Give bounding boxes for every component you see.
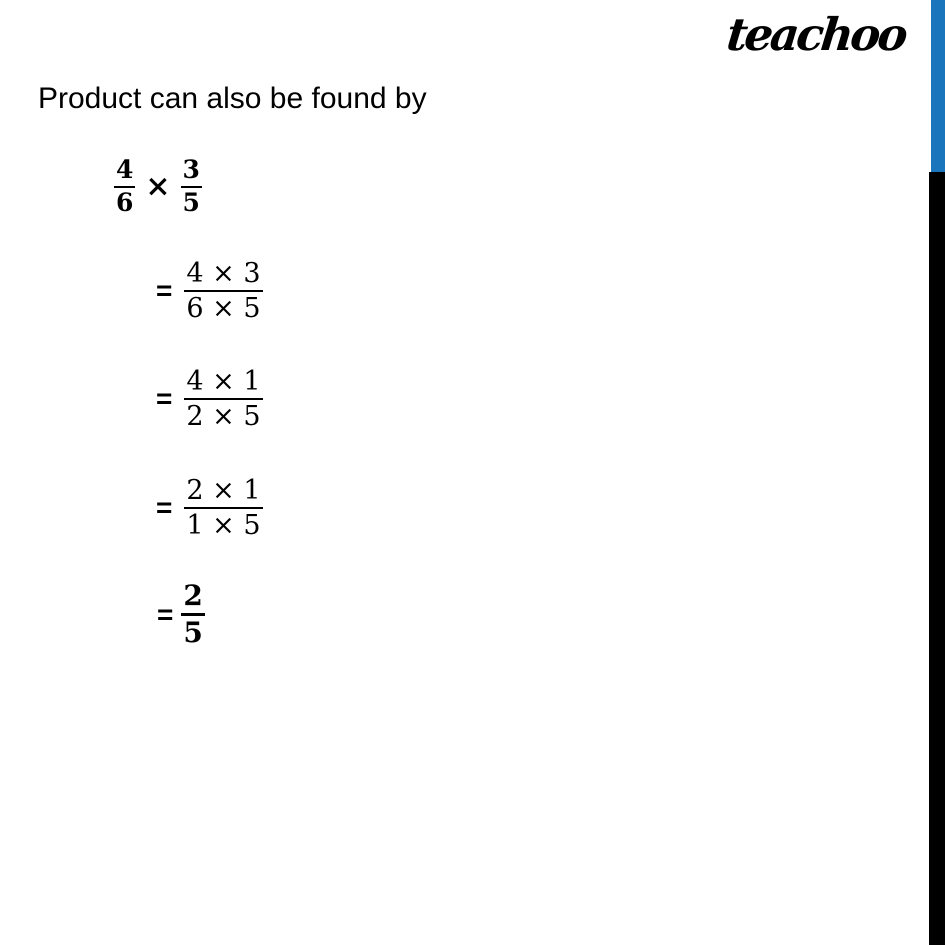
accent-bar-black — [929, 172, 945, 945]
working-step — [156, 258, 263, 324]
equals-sign: = — [156, 383, 173, 415]
working-step — [156, 475, 263, 541]
fraction-second — [181, 156, 202, 218]
final-answer — [157, 580, 205, 649]
fraction-numerator: 4 × 3 — [186, 258, 261, 289]
fraction-first — [114, 156, 135, 218]
multiply-operator: × — [145, 168, 171, 204]
equals-sign: = — [157, 598, 174, 630]
fraction-bar — [184, 507, 262, 509]
step-fraction — [184, 475, 262, 541]
fraction-numerator: 4 × 1 — [186, 366, 261, 397]
fraction-bar — [184, 290, 262, 292]
step-fraction — [184, 366, 262, 432]
equals-sign: = — [156, 275, 173, 307]
fraction-numerator: 2 × 1 — [186, 475, 261, 506]
fraction-numerator: 2 — [183, 579, 203, 612]
page-title: Product can also be found by — [38, 82, 427, 115]
fraction-bar — [184, 398, 262, 400]
fraction-denominator: 1 × 5 — [186, 510, 261, 542]
fraction-denominator: 5 — [182, 187, 200, 217]
fraction-numerator: 3 — [182, 155, 200, 184]
teachoo-logo: teachoo — [724, 8, 908, 61]
fraction-denominator: 5 — [183, 616, 203, 650]
fraction-denominator: 2 × 5 — [186, 401, 261, 433]
equals-sign: = — [156, 492, 173, 524]
working-step — [156, 366, 263, 432]
step-fraction — [181, 580, 204, 649]
fraction-denominator: 6 — [116, 187, 134, 217]
accent-bar-blue — [931, 0, 945, 172]
step-fraction — [184, 258, 262, 324]
fraction-denominator: 6 × 5 — [186, 293, 261, 325]
fraction-numerator: 4 — [116, 155, 134, 184]
expression-line — [114, 156, 202, 218]
